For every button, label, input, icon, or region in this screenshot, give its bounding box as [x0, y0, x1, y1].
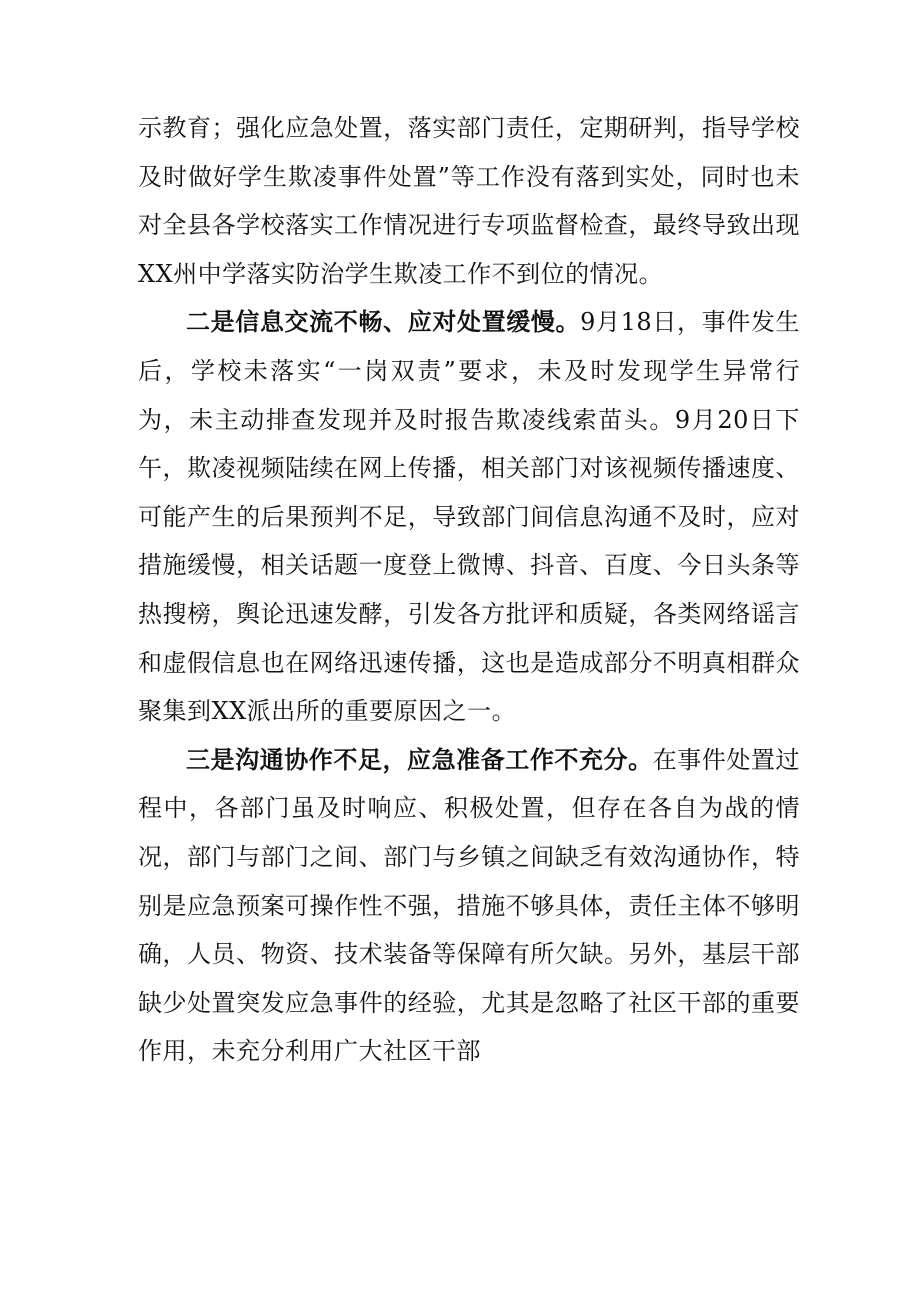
paragraph-coordination [138, 736, 800, 1076]
paragraph-continuation [138, 104, 800, 298]
paragraph-information-exchange [138, 298, 800, 735]
paragraph-text: 9月18日，事件发生后，学校未落实“一岗双责”要求，未及时发现学生异常行为，未主动排查发现并及时报告欺凌线索苗头。9月20日下午，欺凌视频陆续在网上传播，相关部门对该视频传播速度、可能产生的后果预判不足，导致部门间信息沟通不及时，应对措施缓慢，相关话题一度登上微博、抖音、百度、今日头条等热搜榜，舆论迅速发酵，引发各方批评和质疑，各类网络谣言和虚假信息也在网络迅速传播，这也是造成部分不明真相群众聚集到XX派出所的重要原因之一。 [138, 308, 800, 726]
paragraph-text: 示教育；强化应急处置，落实部门责任，定期研判，指导学校及时做好学生欺凌事件处置”等工作没有落到实处，同时也未对全县各学校落实工作情况进行专项监督检查，最终导致出现XX州中学落实防治学生欺凌工作不到位的情况。 [138, 114, 800, 288]
paragraph-heading: 二是信息交流不畅、应对处置缓慢。 [186, 308, 581, 337]
paragraph-text: 在事件处置过程中，各部门虽及时响应、积极处置，但存在各自为战的情况，部门与部门之间、部门与乡镇之间缺乏有效沟通协作，特别是应急预案可操作性不强，措施不够具体，责任主体不够明确，人员、物资、技术装备等保障有所欠缺。另外，基层干部缺少处置突发应急事件的经验，尤其是忽略了社区干部的重要作用，未充分利用广大社区干部 [138, 745, 800, 1066]
paragraph-heading: 三是沟通协作不足，应急准备工作不充分。 [186, 745, 653, 774]
document-body [138, 104, 800, 1076]
